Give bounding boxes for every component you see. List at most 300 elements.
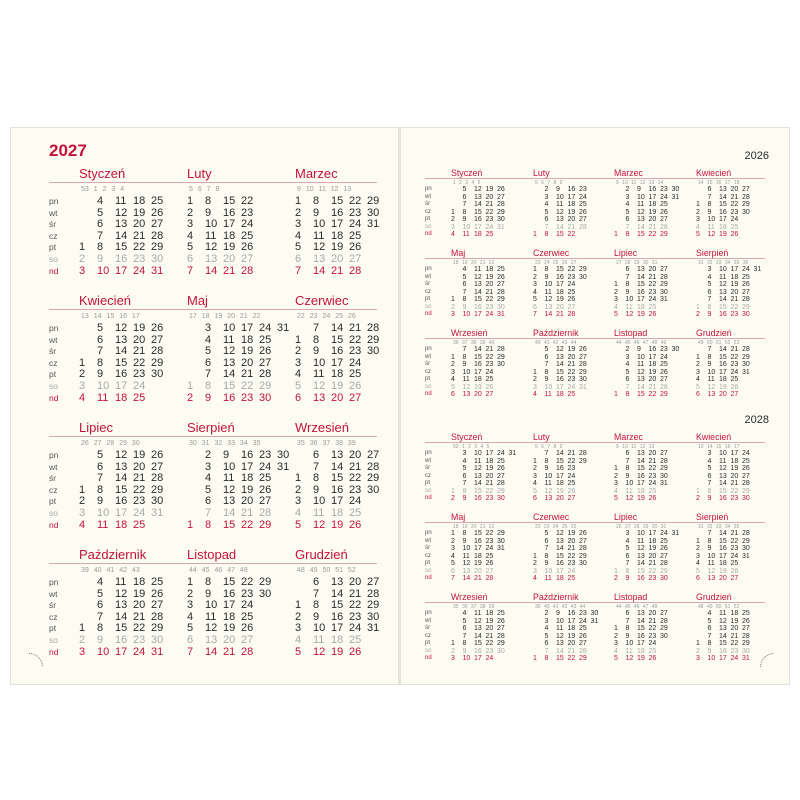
day-cell: 16 <box>637 575 645 582</box>
day-cell: 23 <box>349 483 362 496</box>
day-cell <box>660 648 672 656</box>
day-cell: 3 <box>707 450 712 457</box>
day-cell: 15 <box>556 457 564 465</box>
day-cell: 26 <box>497 273 505 281</box>
day-cell: 7 <box>707 193 712 201</box>
day-grid <box>451 186 509 239</box>
day-cell: 2 <box>451 495 455 502</box>
day-cell: 30 <box>742 361 750 368</box>
weekday-label: wt <box>425 273 431 280</box>
day-cell <box>451 281 463 289</box>
day-cell: 19 <box>556 487 564 495</box>
day-cell <box>742 376 754 384</box>
day-cell <box>533 186 545 194</box>
week-column <box>259 577 277 658</box>
week-column <box>742 346 754 399</box>
day-cell: 15 <box>474 353 482 361</box>
week-numbers: 23 24 25 26 27 <box>535 260 577 266</box>
day-cell: 18 <box>133 195 146 207</box>
day-cell: 3 <box>625 530 630 537</box>
day-cell: 8 <box>707 201 712 208</box>
day-cell: 19 <box>567 208 576 216</box>
day-cell: 20 <box>223 633 236 646</box>
day-cell: 11 <box>625 487 633 495</box>
day-cell: 11 <box>544 575 552 582</box>
day-cell: 23 <box>133 252 146 265</box>
day-grid <box>533 610 602 663</box>
day-cell: 11 <box>97 391 109 404</box>
week-column <box>151 323 169 404</box>
day-cell: 4 <box>451 376 455 383</box>
day-grid <box>533 266 591 319</box>
day-cell: 26 <box>660 208 668 216</box>
weekday-label: pt <box>425 376 431 382</box>
day-cell: 1 <box>696 537 700 545</box>
day-cell: 23 <box>349 206 362 219</box>
day-cell: 11 <box>115 195 127 207</box>
day-cell <box>742 560 754 568</box>
day-grid <box>614 186 683 239</box>
day-cell: 29 <box>579 655 587 662</box>
day-cell: 11 <box>462 231 470 238</box>
day-cell <box>187 323 205 335</box>
month-rule <box>49 309 377 310</box>
day-cell: 10 <box>474 450 482 457</box>
day-cell: 17 <box>115 506 128 519</box>
day-cell: 6 <box>696 575 700 582</box>
day-cell: 19 <box>637 655 645 662</box>
day-cell: 19 <box>223 241 236 254</box>
day-cell: 20 <box>331 391 344 404</box>
day-cell: 4 <box>625 361 630 368</box>
day-cell: 24 <box>567 383 576 391</box>
week-column <box>295 196 313 277</box>
day-cell: 5 <box>187 622 194 635</box>
week-column <box>556 610 568 663</box>
day-cell: 10 <box>719 266 727 273</box>
day-cell <box>533 610 545 618</box>
day-cell: 11 <box>205 610 217 623</box>
day-cell: 1 <box>696 487 700 495</box>
weekday-label: wt <box>425 537 431 544</box>
week-column <box>731 450 743 503</box>
day-cell: 10 <box>625 480 634 487</box>
day-cell: 9 <box>313 206 320 219</box>
day-cell: 11 <box>719 610 727 617</box>
day-cell: 2 <box>295 206 302 219</box>
day-cell: 7 <box>544 647 549 655</box>
day-cell: 24 <box>660 530 668 537</box>
day-cell: 7 <box>295 264 302 277</box>
day-cell: 1 <box>696 353 700 361</box>
weekday-label: śr <box>425 465 430 471</box>
day-cell: 6 <box>625 266 630 273</box>
day-cell: 18 <box>567 201 576 208</box>
day-cell: 4 <box>79 391 86 404</box>
day-cell: 15 <box>719 353 727 361</box>
day-cell: 30 <box>497 216 505 223</box>
day-grid <box>696 610 754 663</box>
day-cell: 15 <box>719 303 727 311</box>
week-column <box>614 186 626 239</box>
day-cell <box>672 384 684 392</box>
day-cell: 8 <box>462 353 467 361</box>
day-cell: 3 <box>451 223 455 231</box>
day-cell <box>367 381 385 393</box>
day-cell: 20 <box>349 449 362 461</box>
weekday-label: pn <box>425 610 432 616</box>
day-cell: 24 <box>259 322 272 334</box>
day-cell: 30 <box>660 575 668 582</box>
day-cell: 9 <box>625 632 630 640</box>
day-cell: 21 <box>223 645 236 658</box>
day-cell: 21 <box>648 273 657 281</box>
day-cell: 21 <box>648 560 657 567</box>
day-cell: 22 <box>133 356 146 369</box>
day-cell <box>533 216 545 224</box>
day-cell: 12 <box>474 273 482 281</box>
day-cell: 17 <box>719 655 727 662</box>
week-column <box>719 266 731 319</box>
day-cell: 16 <box>474 537 482 545</box>
day-cell: 1 <box>614 231 618 238</box>
weekday-label: pn <box>425 346 432 352</box>
day-cell: 20 <box>223 252 236 265</box>
day-cell: 10 <box>707 216 716 223</box>
day-cell <box>614 610 626 618</box>
day-cell: 13 <box>205 252 218 265</box>
day-cell: 29 <box>742 353 750 361</box>
day-cell: 9 <box>707 311 712 318</box>
day-cell: 22 <box>567 266 576 273</box>
day-cell: 3 <box>205 460 212 473</box>
day-cell: 28 <box>579 361 587 368</box>
day-cell <box>79 208 97 220</box>
day-cell: 14 <box>544 311 553 318</box>
day-cell: 9 <box>462 537 467 545</box>
weekday-label: cz <box>49 357 58 368</box>
day-cell: 6 <box>625 450 630 457</box>
day-cell <box>660 495 672 503</box>
day-cell: 14 <box>719 346 727 353</box>
day-cell <box>277 381 295 393</box>
day-cell: 15 <box>719 640 727 647</box>
month-name: Marzec <box>614 168 643 178</box>
day-cell: 8 <box>625 625 630 632</box>
day-cell: 18 <box>485 266 494 273</box>
day-cell <box>672 216 684 224</box>
weekday-label: wt <box>425 457 431 464</box>
day-cell <box>614 346 626 354</box>
day-cell: 23 <box>730 495 739 502</box>
day-cell <box>742 224 754 232</box>
week-column <box>205 323 223 404</box>
day-cell: 27 <box>742 288 750 296</box>
day-cell <box>533 633 545 641</box>
day-cell: 21 <box>730 193 739 201</box>
day-cell: 2 <box>696 647 700 655</box>
day-cell: 8 <box>97 356 104 369</box>
day-cell: 18 <box>637 647 645 655</box>
day-grid <box>79 323 169 404</box>
day-cell: 15 <box>115 622 128 635</box>
day-cell: 20 <box>331 252 344 265</box>
day-cell: 16 <box>474 495 482 502</box>
day-cell <box>79 335 97 347</box>
day-cell: 20 <box>567 216 576 223</box>
day-cell <box>660 640 672 648</box>
day-cell: 25 <box>660 361 668 368</box>
day-cell: 2 <box>295 610 302 623</box>
day-cell: 28 <box>660 457 668 465</box>
day-cell: 16 <box>474 216 482 223</box>
day-cell <box>696 633 708 641</box>
day-cell: 31 <box>508 450 517 457</box>
day-cell: 12 <box>205 622 218 635</box>
week-column <box>579 450 591 503</box>
day-cell: 24 <box>660 193 668 201</box>
day-cell: 24 <box>730 655 739 662</box>
day-cell <box>533 209 545 217</box>
day-cell: 28 <box>241 645 254 658</box>
week-column <box>486 450 498 503</box>
day-cell: 13 <box>719 472 727 480</box>
day-cell: 25 <box>497 610 505 617</box>
day-cell: 16 <box>331 206 344 219</box>
day-cell: 24 <box>485 655 494 662</box>
day-cell: 2 <box>696 208 700 216</box>
day-cell: 13 <box>556 640 564 647</box>
day-cell: 14 <box>205 645 218 658</box>
week-column <box>614 346 626 399</box>
day-cell: 21 <box>485 201 494 208</box>
day-cell: 10 <box>462 545 471 552</box>
day-cell: 6 <box>97 460 104 473</box>
day-cell <box>696 186 708 194</box>
day-cell: 23 <box>730 647 739 655</box>
day-cell <box>187 462 205 474</box>
day-cell: 8 <box>707 303 712 311</box>
day-cell: 18 <box>115 391 128 404</box>
day-cell: 23 <box>660 346 668 353</box>
week-numbers: 44 45 46 47 48 <box>616 604 658 610</box>
day-cell: 2 <box>451 303 455 311</box>
day-cell: 21 <box>567 450 576 457</box>
day-cell: 22 <box>485 640 494 647</box>
day-cell: 29 <box>660 281 668 288</box>
day-cell <box>259 196 277 208</box>
day-cell: 14 <box>331 460 344 473</box>
day-cell: 8 <box>625 281 630 288</box>
week-column <box>474 530 486 583</box>
day-cell: 27 <box>241 633 254 646</box>
week-column <box>708 610 720 663</box>
month-name: Kwiecień <box>696 168 732 178</box>
day-cell: 17 <box>637 296 645 303</box>
day-cell: 2 <box>614 288 618 296</box>
day-cell: 12 <box>637 208 645 216</box>
week-column <box>97 577 115 658</box>
day-cell: 21 <box>485 480 494 487</box>
day-cell <box>367 647 385 659</box>
day-cell: 11 <box>637 201 645 208</box>
day-cell <box>277 346 295 358</box>
week-numbers: 35 36 37 38 39 <box>453 604 495 610</box>
week-column <box>719 530 731 583</box>
weekday-label: so <box>425 487 432 494</box>
day-cell: 6 <box>544 216 549 223</box>
day-cell <box>696 289 708 297</box>
day-cell: 25 <box>241 229 254 242</box>
day-cell: 26 <box>349 379 362 392</box>
day-cell: 12 <box>474 617 482 625</box>
day-cell: 14 <box>474 201 482 208</box>
week-column <box>614 610 626 663</box>
day-cell: 20 <box>567 537 576 545</box>
week-numbers: 13 14 15 16 17 <box>81 313 140 320</box>
day-cell: 25 <box>579 201 587 208</box>
weekday-label: śr <box>49 346 57 357</box>
day-cell <box>151 381 169 393</box>
day-cell <box>614 530 626 538</box>
month-name: Październik <box>79 547 147 562</box>
day-cell: 4 <box>295 506 302 519</box>
week-column <box>533 266 545 319</box>
day-cell: 25 <box>259 472 272 485</box>
day-cell: 23 <box>648 288 657 296</box>
day-cell: 25 <box>567 288 576 296</box>
day-cell: 19 <box>474 560 482 567</box>
week-column <box>486 186 498 239</box>
weekday-label: nd <box>425 575 432 581</box>
weekday-label: pt <box>425 296 431 302</box>
week-column <box>349 577 367 658</box>
day-cell: 31 <box>742 368 750 376</box>
day-cell <box>696 625 708 633</box>
day-cell: 4 <box>187 610 194 623</box>
day-cell: 19 <box>730 281 739 288</box>
day-cell: 8 <box>544 655 549 662</box>
day-cell: 5 <box>462 617 467 625</box>
week-column <box>545 530 557 583</box>
day-cell: 11 <box>707 223 715 231</box>
month-name: Luty <box>187 166 212 181</box>
day-grid <box>614 610 672 663</box>
day-cell <box>614 538 626 546</box>
day-cell: 15 <box>474 208 482 216</box>
week-column <box>451 610 463 663</box>
day-cell <box>614 458 626 466</box>
day-cell: 17 <box>115 264 128 277</box>
day-cell <box>187 358 205 370</box>
day-cell: 12 <box>474 465 482 472</box>
day-cell <box>660 488 672 496</box>
day-cell: 24 <box>349 218 362 231</box>
day-cell: 19 <box>648 368 657 376</box>
day-cell: 24 <box>660 353 668 361</box>
week-column <box>259 196 277 277</box>
day-cell: 21 <box>648 383 657 391</box>
day-cell: 24 <box>742 266 750 273</box>
day-cell: 21 <box>133 229 146 242</box>
day-cell: 3 <box>614 480 618 487</box>
day-cell: 19 <box>485 465 494 472</box>
day-cell: 5 <box>205 345 212 358</box>
week-column <box>97 450 115 531</box>
day-cell: 30 <box>671 346 680 353</box>
week-column <box>509 450 521 503</box>
day-cell: 17 <box>637 480 645 487</box>
day-cell: 18 <box>719 560 727 567</box>
day-cell: 27 <box>259 495 272 508</box>
day-cell <box>451 450 463 458</box>
day-cell <box>614 560 626 568</box>
day-cell: 27 <box>259 356 272 369</box>
day-cell: 20 <box>485 193 494 201</box>
day-cell: 29 <box>742 201 750 208</box>
day-cell: 29 <box>660 231 668 238</box>
day-cell: 4 <box>533 391 537 398</box>
day-cell: 27 <box>579 216 587 223</box>
day-cell: 7 <box>313 460 320 473</box>
weekday-label: pt <box>49 623 57 634</box>
day-cell: 2 <box>696 361 700 368</box>
day-cell: 25 <box>151 576 164 588</box>
day-cell: 13 <box>313 252 326 265</box>
year-title: 2027 <box>49 141 87 160</box>
day-cell: 10 <box>719 450 727 457</box>
day-cell: 19 <box>474 383 482 391</box>
week-column <box>719 450 731 503</box>
day-cell: 26 <box>497 465 505 472</box>
day-cell: 18 <box>474 376 482 383</box>
day-cell: 1 <box>451 208 455 216</box>
day-cell: 3 <box>625 193 630 201</box>
day-cell: 14 <box>331 587 344 600</box>
day-cell <box>533 625 545 633</box>
day-cell: 14 <box>331 322 344 334</box>
day-cell: 7 <box>97 472 104 485</box>
day-cell: 5 <box>707 617 712 625</box>
day-cell <box>451 465 463 473</box>
day-cell: 29 <box>497 487 505 495</box>
day-cell: 28 <box>349 264 362 277</box>
day-cell: 13 <box>313 391 326 404</box>
day-cell: 6 <box>462 193 467 201</box>
day-cell: 21 <box>133 472 146 485</box>
day-cell: 8 <box>625 391 630 398</box>
week-column <box>545 266 557 319</box>
week-numbers: 26 27 28 29 30 31 <box>616 524 667 530</box>
day-cell: 14 <box>637 617 645 625</box>
day-cell <box>660 304 672 312</box>
day-cell: 20 <box>133 218 146 231</box>
week-column <box>649 610 661 663</box>
day-cell <box>579 568 591 576</box>
day-cell: 12 <box>313 241 326 254</box>
day-cell: 22 <box>133 241 146 254</box>
month-name: Maj <box>451 512 466 522</box>
day-cell: 6 <box>462 281 467 288</box>
day-cell <box>672 224 684 232</box>
day-cell: 2 <box>696 495 700 502</box>
day-cell: 17 <box>241 460 254 473</box>
day-grid <box>79 196 169 277</box>
day-cell: 11 <box>707 560 715 567</box>
day-cell <box>660 655 672 663</box>
day-cell <box>497 231 509 239</box>
week-column <box>259 450 277 531</box>
